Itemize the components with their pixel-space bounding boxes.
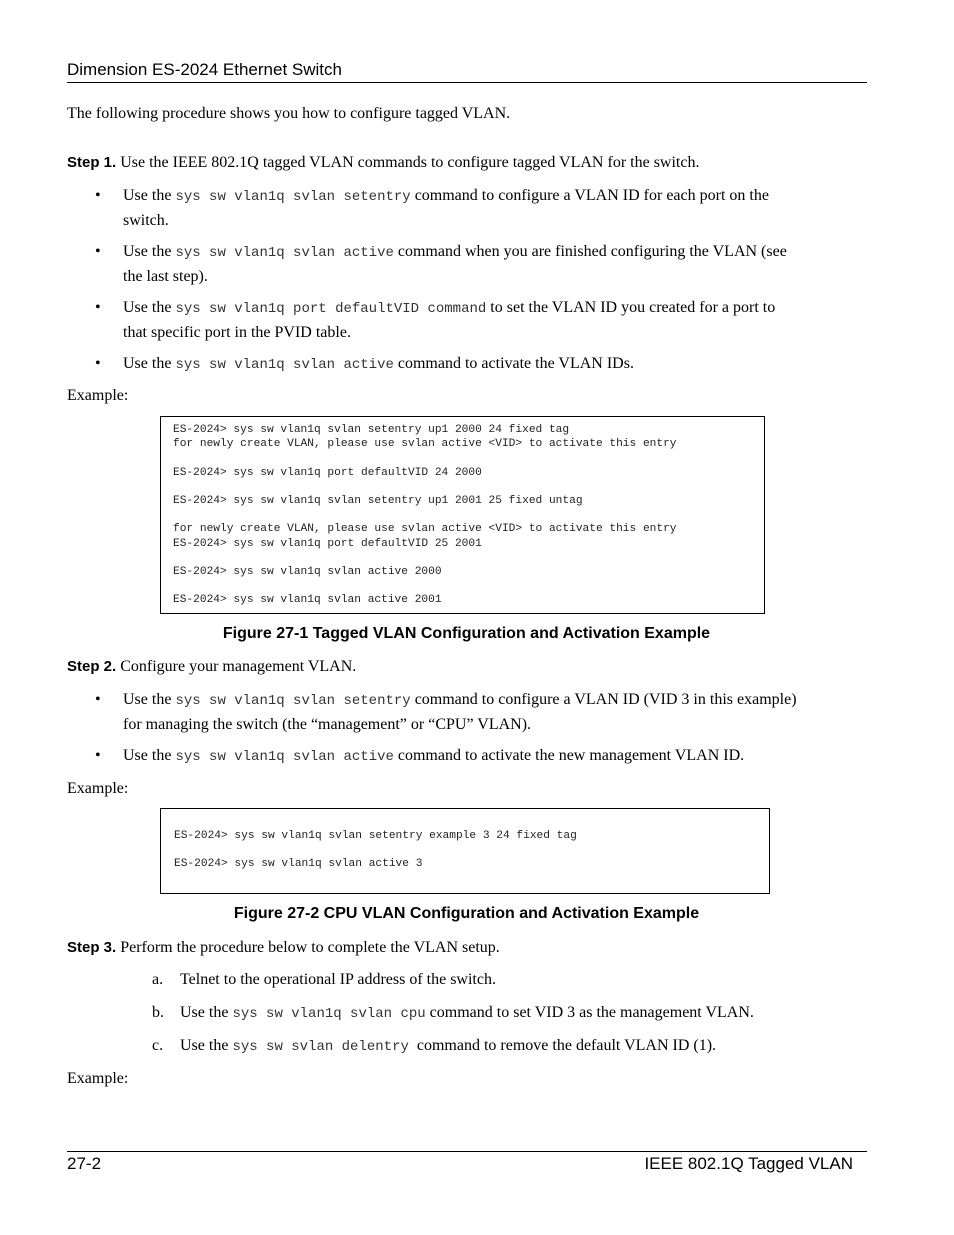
list-letter: c. (152, 1037, 164, 1054)
command-text: sys sw vlan1q svlan active (175, 357, 394, 373)
running-header: Dimension ES-2024 Ethernet Switch (67, 60, 342, 79)
bullet-icon: • (95, 355, 101, 372)
list-item: • Use the sys sw vlan1q svlan setentry command to configure a VLAN ID (VID 3 in this example) for managing the switch (the “management” or “CPU” VLAN). (123, 688, 797, 736)
bullet-icon: • (95, 691, 101, 708)
list-item: a. Telnet to the operational IP address of the switch. (180, 968, 496, 991)
step-3 (67, 936, 500, 959)
example-label: Example: (67, 387, 129, 404)
list-item: b. Use the sys sw vlan1q svlan cpu command to set VID 3 as the management VLAN. (180, 1001, 754, 1026)
list-letter: a. (152, 971, 164, 988)
command-text: sys sw vlan1q svlan active (175, 749, 394, 765)
code-example-box (160, 416, 765, 614)
list-item: • Use the sys sw vlan1q svlan setentry command to configure a VLAN ID for each port on the switch. (123, 184, 769, 232)
bullet-icon: • (95, 187, 101, 204)
code-block: ES-2024> sys sw vlan1q svlan setentry example 3 24 fixed tag ES-2024> sys sw vlan1q svlan active 3 (174, 830, 577, 871)
list-item: • Use the sys sw vlan1q svlan active command when you are finished configuring the VLAN (see the last step). (123, 240, 787, 288)
page-number: 27-2 (67, 1154, 102, 1173)
bullet-icon: • (95, 747, 101, 764)
figure-caption: Figure 27-2 CPU VLAN Configuration and Activation Example (233, 905, 700, 922)
command-text: sys sw vlan1q svlan setentry (175, 693, 411, 709)
bullet-icon: • (95, 299, 101, 316)
bullet-icon: • (95, 243, 101, 260)
code-block: ES-2024> sys sw vlan1q svlan setentry up1 2000 24 fixed tag for newly create VLAN, please use svlan active <VID> to activate this entry ES-2024> sys sw vlan1q port defaultVID 24 2000 ES-2024> sys sw vlan1q svlan setentry up1 2001 25 fixed untag for newly create VLAN, please use svlan active <VID> to activate this entry ES-2024> sys sw vlan1q port defaultVID 25 2001 ES-2024> sys sw vlan1q svlan active 2000 ES-2024> sys sw vlan1q svlan active 2001 (173, 424, 677, 607)
chapter-title: IEEE 802.1Q Tagged VLAN (644, 1154, 853, 1173)
step-3-text: Perform the procedure below to complete the VLAN setup. (116, 939, 500, 956)
intro-paragraph: The following procedure shows you how to configure tagged VLAN. (67, 105, 511, 122)
header-divider (67, 82, 867, 83)
list-item: • Use the sys sw vlan1q svlan active command to activate the new management VLAN ID. (123, 744, 744, 769)
list-item: • Use the sys sw vlan1q svlan active command to activate the VLAN IDs. (123, 352, 634, 377)
command-text: sys sw svlan delentry (232, 1039, 409, 1055)
list-item: c. Use the sys sw svlan delentry command to remove the default VLAN ID (1). (180, 1034, 716, 1059)
command-text: sys sw vlan1q port defaultVID command (175, 301, 487, 317)
step-1 (67, 151, 699, 174)
step-1-text: Use the IEEE 802.1Q tagged VLAN commands to configure tagged VLAN for the switch. (116, 154, 700, 171)
step-2 (67, 655, 356, 678)
command-text: sys sw vlan1q svlan active (175, 245, 394, 261)
step-1-label: Step 1. (67, 154, 117, 171)
step-2-text: Configure your management VLAN. (116, 658, 357, 675)
footer-divider (67, 1151, 867, 1152)
example-label: Example: (67, 1070, 129, 1087)
list-letter: b. (152, 1004, 164, 1021)
command-text: sys sw vlan1q svlan cpu (232, 1006, 426, 1022)
step-3-label: Step 3. (67, 939, 117, 956)
list-item: • Use the sys sw vlan1q port defaultVID command to set the VLAN ID you created for a port to that specific port in the PVID table. (123, 296, 775, 344)
command-text: sys sw vlan1q svlan setentry (175, 189, 411, 205)
code-example-box (160, 808, 770, 894)
example-label: Example: (67, 780, 129, 797)
figure-caption: Figure 27-1 Tagged VLAN Configuration and Activation Example (222, 625, 711, 642)
step-2-label: Step 2. (67, 658, 117, 675)
